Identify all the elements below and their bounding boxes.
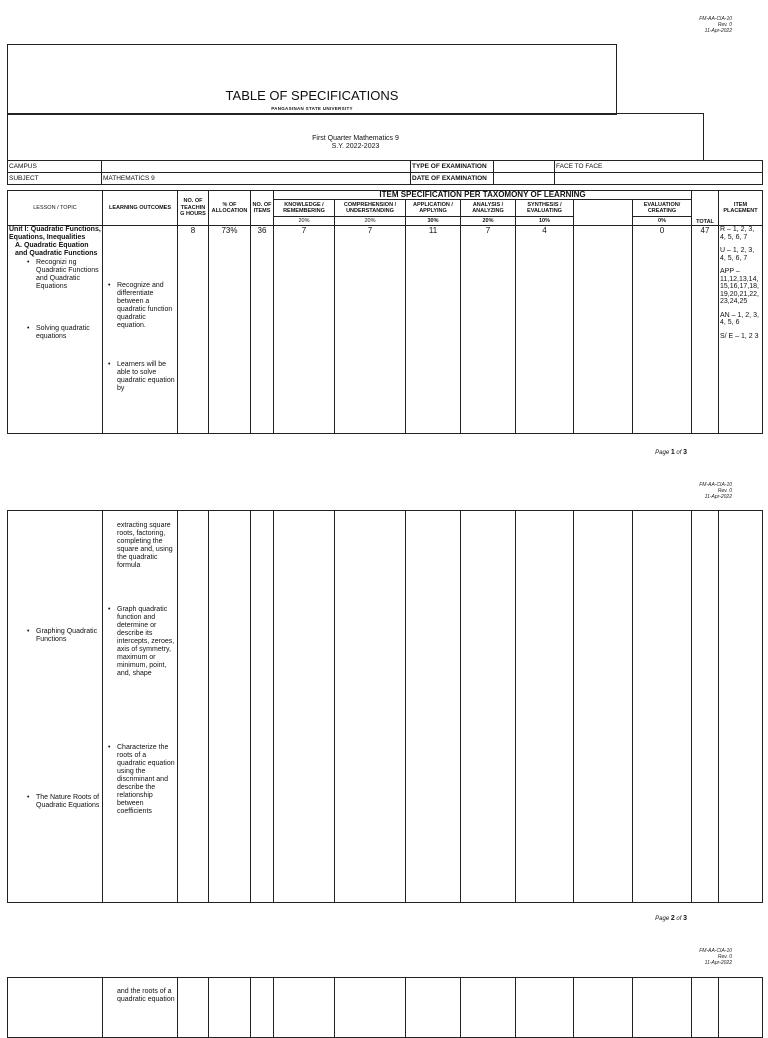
empty-cell bbox=[209, 978, 251, 1038]
empty-cell bbox=[178, 978, 209, 1038]
empty-cell bbox=[406, 511, 461, 903]
empty-cell bbox=[251, 978, 274, 1038]
page-total: 3 bbox=[683, 449, 687, 456]
level-comprehension: COMPREHENSION / UNDERSTANDING bbox=[335, 200, 406, 217]
empty-cell bbox=[692, 978, 719, 1038]
quarter-label: First Quarter Mathematics 9 bbox=[312, 135, 399, 142]
comprehension-value: 7 bbox=[335, 226, 406, 434]
form-code: FM-AA-CIA-10 bbox=[699, 482, 732, 488]
lesson-cell bbox=[8, 226, 103, 434]
empty-cell bbox=[574, 978, 633, 1038]
level-evaluation: EVALUATION/ CREATING bbox=[633, 200, 692, 217]
outcome-graph: • Graph quadratic function and determine or describe its intercepts, zeroes, axis of symmetry, maximum or minimum, point, and, shape bbox=[104, 606, 176, 678]
page-label: Page bbox=[655, 916, 670, 922]
page-of: of bbox=[676, 450, 682, 456]
evaluation-value: 0 bbox=[633, 226, 692, 434]
form-revision: Rev. 0 bbox=[717, 954, 732, 960]
table-row bbox=[8, 978, 763, 1038]
page-num: 2 bbox=[670, 915, 675, 922]
exam-type-blank bbox=[494, 161, 555, 173]
col-item-placement: ITEM PLACEMENT bbox=[719, 191, 763, 226]
items-value: 36 bbox=[251, 226, 274, 434]
form-date: 11-Apr-2022 bbox=[704, 28, 732, 34]
outcome-solve: • Learners will be able to solve quadratic equation by bbox=[104, 361, 176, 393]
placement-evaluating: S/ E – 1, 2 3 bbox=[720, 332, 759, 340]
item-placement-cell bbox=[719, 226, 763, 434]
application-value: 11 bbox=[406, 226, 461, 434]
exam-type-value: FACE TO FACE bbox=[555, 161, 763, 173]
page-total: 3 bbox=[683, 915, 687, 922]
knowledge-value: 7 bbox=[274, 226, 335, 434]
subject-value: MATHEMATICS 9 bbox=[102, 173, 411, 185]
form-revision: Rev. 0 bbox=[717, 488, 732, 494]
blank-value bbox=[574, 226, 633, 434]
lesson-cell bbox=[8, 978, 103, 1038]
col-lesson-topic: LESSON / TOPIC bbox=[8, 191, 103, 226]
lesson-cell bbox=[8, 511, 103, 903]
unit-title: Unit I: Quadratic Functions, Equations, Inequalities bbox=[9, 226, 101, 241]
campus-value bbox=[102, 161, 411, 173]
empty-cell bbox=[516, 511, 574, 903]
empty-cell bbox=[516, 978, 574, 1038]
form-code: FM-AA-CIA-10 bbox=[699, 16, 732, 22]
table-row bbox=[8, 226, 763, 434]
outcome-cell bbox=[103, 978, 178, 1038]
form-code-block-page3 bbox=[650, 948, 732, 966]
empty-cell bbox=[274, 511, 335, 903]
page-of: of bbox=[676, 916, 682, 922]
topic-solving: • Solving quadratic equations bbox=[9, 325, 101, 341]
level-analysis: ANALYSIS / ANALYZING bbox=[461, 200, 516, 217]
university-name: PANGASINAN STATE UNIVERSITY bbox=[271, 106, 353, 111]
empty-cell bbox=[633, 978, 692, 1038]
level-blank bbox=[574, 200, 633, 226]
form-code-block bbox=[650, 16, 732, 34]
allocation-value: 73% bbox=[209, 226, 251, 434]
form-date: 11-Apr-2022 bbox=[704, 494, 732, 500]
empty-cell bbox=[574, 511, 633, 903]
outcome-cell bbox=[103, 226, 178, 434]
spec-table-page1 bbox=[7, 190, 763, 434]
table-row bbox=[8, 511, 763, 903]
placement-remembering: R – 1, 2, 3, 4, 5, 6, 7 bbox=[720, 226, 755, 241]
synthesis-value: 4 bbox=[516, 226, 574, 434]
page-number-2 bbox=[600, 915, 687, 922]
outcome-characterize: • Characterize the roots of a quadratic equation using the discriminant and describe the relationship between coefficients bbox=[104, 744, 176, 816]
document-title: TABLE OF SPECIFICATIONS bbox=[225, 88, 399, 103]
exam-type-label: TYPE OF EXAMINATION bbox=[411, 161, 494, 173]
school-year: S.Y. 2022-2023 bbox=[331, 143, 380, 150]
exam-info-table bbox=[7, 160, 763, 185]
exam-date-value bbox=[494, 173, 555, 185]
empty-cell bbox=[251, 511, 274, 903]
page-num: 1 bbox=[670, 449, 675, 456]
empty-cell bbox=[633, 511, 692, 903]
sub-topic-a: A. Quadratic Equation and Quadratic Functions bbox=[15, 242, 98, 257]
page-label: Page bbox=[655, 450, 670, 456]
campus-label: CAMPUS bbox=[8, 161, 102, 173]
pct-application: 30% bbox=[406, 217, 461, 226]
col-learning-outcomes: LEARNING OUTCOMES bbox=[103, 191, 178, 226]
col-no-items: NO. OF ITEMS bbox=[251, 191, 274, 226]
empty-cell bbox=[209, 511, 251, 903]
total-value: 47 bbox=[692, 226, 719, 434]
col-teaching-hours: NO. OF TEACHIN G HOURS bbox=[178, 191, 209, 226]
outcome-characterize-cont: and the roots of a quadratic equation bbox=[117, 988, 175, 1003]
topic-recognizing: • Recognizi ng Quadratic Functions and Quadratic Equations bbox=[9, 259, 101, 291]
analysis-value: 7 bbox=[461, 226, 516, 434]
outcome-cell bbox=[103, 511, 178, 903]
spec-table-page3 bbox=[7, 977, 763, 1038]
level-application: APPLICATION / APPLYING bbox=[406, 200, 461, 217]
placement-understanding: U – 1, 2, 3, 4, 5, 6, 7 bbox=[720, 247, 755, 262]
topic-graphing: • Graphing Quadratic Functions bbox=[9, 628, 101, 644]
pct-analysis: 20% bbox=[461, 217, 516, 226]
col-total: TOTAL bbox=[692, 191, 719, 226]
pct-evaluation: 0% bbox=[633, 217, 692, 226]
title-box bbox=[7, 44, 617, 115]
placement-applying: APP – 11,12,13,14, 15,16,17,18, 19,20,21,22, 23,24,25 bbox=[720, 268, 759, 305]
page-number-1 bbox=[600, 449, 687, 456]
form-code-block-page2 bbox=[650, 482, 732, 500]
form-revision: Rev. 0 bbox=[717, 22, 732, 28]
pct-knowledge: 20% bbox=[274, 217, 335, 226]
empty-cell bbox=[178, 511, 209, 903]
empty-cell bbox=[335, 978, 406, 1038]
form-code: FM-AA-CIA-10 bbox=[699, 948, 732, 954]
pct-comprehension: 20% bbox=[335, 217, 406, 226]
exam-date-blank bbox=[555, 173, 763, 185]
empty-cell bbox=[692, 511, 719, 903]
outcome-recognize: • Recognize and differentiate between a quadratic function quadratic equation. bbox=[104, 282, 176, 330]
placement-analyzing: AN – 1, 2, 3, 4, 5, 6 bbox=[720, 311, 759, 326]
level-knowledge: KNOWLEDGE / REMEMBERING bbox=[274, 200, 335, 217]
hours-value: 8 bbox=[178, 226, 209, 434]
empty-cell bbox=[719, 511, 763, 903]
empty-cell bbox=[461, 511, 516, 903]
topic-nature-roots: • The Nature Roots of Quadratic Equations bbox=[9, 794, 101, 810]
empty-cell bbox=[274, 978, 335, 1038]
subject-label: SUBJECT bbox=[8, 173, 102, 185]
outcome-solve-cont: extracting square roots, factoring, completing the square and, using the quadratic formula bbox=[117, 522, 173, 569]
empty-cell bbox=[406, 978, 461, 1038]
form-date: 11-Apr-2022 bbox=[704, 960, 732, 966]
taxonomy-header: ITEM SPECIFICATION PER TAXOMONY OF LEARNING bbox=[274, 191, 692, 200]
empty-cell bbox=[461, 978, 516, 1038]
pct-synthesis: 10% bbox=[516, 217, 574, 226]
exam-date-label: DATE OF EXAMINATION bbox=[411, 173, 494, 185]
empty-cell bbox=[335, 511, 406, 903]
col-allocation: % OF ALLOCATION bbox=[209, 191, 251, 226]
empty-cell bbox=[719, 978, 763, 1038]
spec-table-page2 bbox=[7, 510, 763, 903]
level-synthesis: SYNTHESIS / EVALUATING bbox=[516, 200, 574, 217]
